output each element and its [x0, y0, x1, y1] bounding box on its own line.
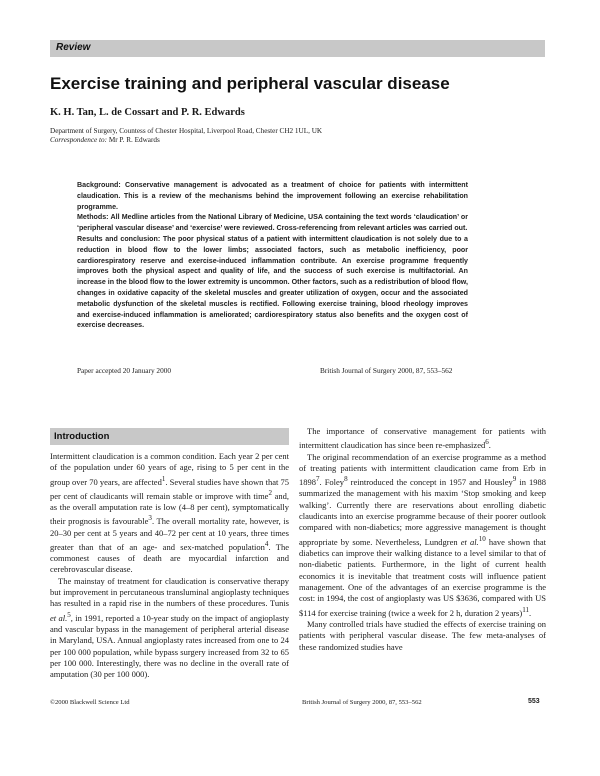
paper-accepted-date: Paper accepted 20 January 2000 — [77, 366, 172, 375]
text-run: have shown that diabetics can improve their walking distance to a level similar to that of non-diabetic patients. Furthermore, in the light of current health economics it is inevitable that treatment costs will influence patient management. One of the advantages of an exercise programme is the cost: in 1994, the cost of angioplasty was US $3636, compared with US $114 for exercise training (twice a week for 2 h, duration 2 years) — [299, 536, 546, 618]
text-run: and, as the overall amputation rate is low (4–8 per cent), symptomatically their prognosis is favourable — [50, 490, 289, 527]
citation-ref[interactable]: 7 — [316, 475, 320, 484]
text-run: . Foley — [319, 477, 345, 488]
text-run: in 1988 summarized the management with his maxim ‘Stop smoking and keep walking’. Currently there are reservations about enrolling diabetic claudicants into an exercise programme because of their poorer outlook compared with non-diabetics; more aggressive management is thought appropriate by some. Nevertheless, Lundgren — [299, 477, 546, 547]
abstract-results-label: Results and conclusion: — [77, 234, 161, 243]
citation-ref[interactable]: 4 — [264, 539, 269, 548]
paragraph: Many controlled trials have studied the effects of exercise training on patients with peripheral vascular disease. The few meta-analyses of these randomized studies have — [299, 618, 546, 652]
section-label-bar — [50, 40, 545, 57]
correspondence-label: Correspondence to: — [50, 136, 108, 144]
footer-journal: British Journal of Surgery 2000, 87, 553–562 — [302, 699, 422, 706]
article-authors: K. H. Tan, L. de Cossart and P. R. Edwards — [50, 107, 245, 118]
citation-ref[interactable]: 8 — [344, 475, 348, 484]
citation-ref[interactable]: 1 — [161, 474, 166, 483]
correspondence-name: Mr P. R. Edwards — [108, 136, 160, 144]
footer-copyright: ©2000 Blackwell Science Ltd — [50, 699, 130, 706]
text-run: reintroduced the concept in 1957 and Housley — [347, 477, 513, 488]
citation-ref[interactable]: 2 — [268, 488, 272, 497]
introduction-heading: Introduction — [54, 431, 110, 442]
abstract-background-text: Conservative management is advocated as a treatment of choice for patients with intermittent claudication. This is a review of the mechanisms behind the improvement following an exercise rehabilitation programme. — [77, 181, 468, 211]
abstract-methods-text: All Medline articles from the National Library of Medicine, USA containing the text words ‘claudication’ or ‘peripheral vascular disease’ and ‘exercise’ were reviewed. Cross-referencing from relevant articles was carried out. — [77, 213, 468, 233]
journal-citation: British Journal of Surgery 2000, 87, 553–562 — [320, 366, 453, 375]
article-title: Exercise training and peripheral vascular disease — [50, 74, 450, 93]
abstract-methods — [77, 212, 468, 234]
paragraph — [299, 426, 546, 452]
text-run: , in 1991, reported a 10-year study on the impact of angioplasty and vascular bypass in the management of peripheral arterial disease in Maryland, USA. Annual angioplasty rates increased from one to 24 per 100 000 population, while bypass surgery increased from 32 to 65 per 100 000. Interestingly, there was no decline in the overall rate of amputation (30 per 100 000). — [50, 612, 289, 680]
abstract-results-text: The poor physical status of a patient with intermittent claudication is not solely due to a reduction in blood flow to the lower limbs; associated factors, such as metabolic inefficiency, poor cardiorespiratory reserve and exercise-induced inflammation contribute. An exercise programme frequently improves both the physical aspect and quality of life, and the success of such exercise is multifactorial. An increase in the blood flow to the lower extremity is uncommon. Other factors, such as a redistribution of blood flow, changes in oxidative capacity of the skeletal muscles and greater utilization of oxygen, occur and the associated metabolic dysfunction of the skeletal muscles is rectified. Following exercise training, blood rheology improves and exercise-induced inflammation is ameliorated; cardiorespiratory status also benefits and the oxygen cost of exercise decreases. — [77, 234, 468, 330]
text-run: . — [529, 607, 532, 618]
paragraph — [50, 451, 289, 576]
paragraph — [299, 452, 546, 619]
author-affiliation: Department of Surgery, Countess of Chester Hospital, Liverpool Road, Chester CH2 1UL, UK — [50, 127, 323, 135]
text-run: The mainstay of treatment for claudication is conservative therapy but improvement in percutaneous transluminal angioplasty techniques has resulted in a rapid rise in the numbers of these procedures. Tunis — [50, 575, 289, 609]
et-al: et al. — [460, 536, 479, 547]
text-run: . The overall mortality rate, however, is 20–30 per cent at 5 years and 40–72 per cent at 10 years, three times greater than that of an age- and sex-matched population — [50, 516, 289, 552]
text-run: . Several studies have shown that 75 per cent of claudicants will remain stable or improve with time — [50, 476, 289, 501]
abstract-background-label: Background: — [77, 181, 121, 189]
citation-ref[interactable]: 5 — [67, 610, 71, 619]
citation-ref[interactable]: 11 — [522, 605, 530, 614]
citation-ref[interactable]: 10 — [478, 534, 486, 543]
abstract-background — [77, 180, 468, 212]
text-run: Intermittent claudication is a common condition. Each year 2 per cent of the population under 60 years of age, rising to 5 per cent in the group over 70 years, are affected — [50, 451, 289, 487]
text-run: . The commonest causes of death are myocardial infarction and cerebrovascular disease. — [50, 541, 289, 575]
text-run: The original recommendation of an exercise programme as a method of treating patients with intermittent claudication came from Erb in 1898 — [299, 451, 546, 488]
body-column-right — [299, 426, 546, 653]
abstract — [77, 180, 468, 331]
abstract-results — [77, 234, 468, 331]
correspondence-line — [50, 136, 160, 144]
citation-ref[interactable]: 9 — [512, 475, 517, 484]
abstract-methods-label: Methods: — [77, 213, 109, 222]
body-column-left — [50, 451, 289, 681]
paragraph — [50, 576, 289, 681]
text-run: . — [488, 440, 491, 451]
citation-ref[interactable]: 6 — [485, 438, 489, 447]
citation-ref[interactable]: 3 — [148, 514, 152, 523]
introduction-heading-bar — [50, 428, 289, 445]
page-number: 553 — [528, 698, 540, 705]
section-label: Review — [56, 42, 91, 53]
text-run: The importance of conservative management for patients with intermittent claudication has since been re-emphasized — [299, 426, 546, 451]
et-al: et al. — [50, 612, 68, 623]
